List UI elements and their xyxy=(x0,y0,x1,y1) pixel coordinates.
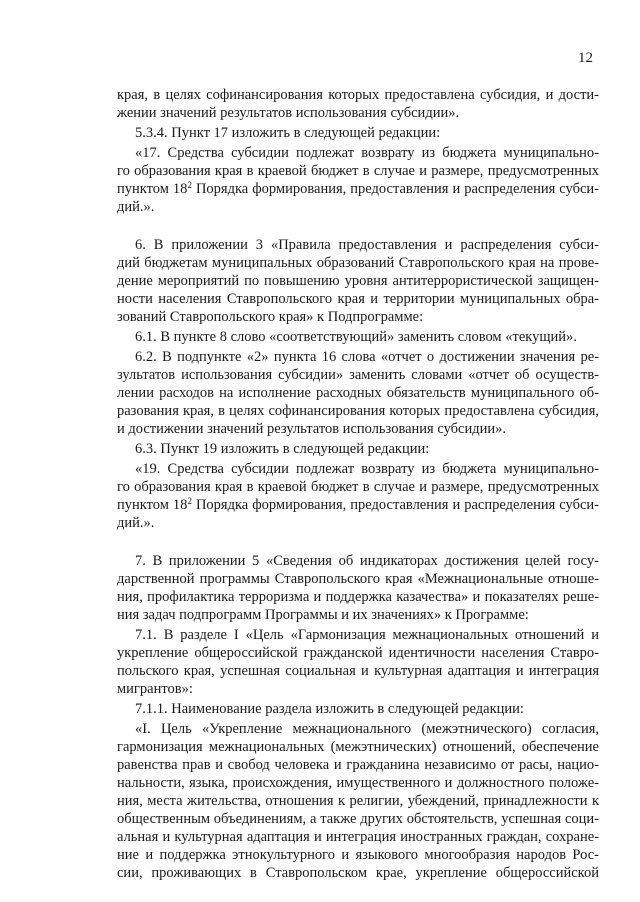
text-line: зультатов использования субсидии» заменить словами «отчет об осуществ- xyxy=(117,367,599,383)
text-line: 7. В приложении 5 «Сведения об индикаторах достижения целей госу- xyxy=(135,553,599,569)
text-line: 6.2. В подпункте «2» пункта 16 слова «отчет о достижении значения ре- xyxy=(135,349,599,365)
text-line: альная и культурная адаптация и интеграция иностранных граждан, сохране- xyxy=(117,829,599,845)
page-number: 12 xyxy=(578,50,593,66)
text-line: «19. Средства субсидии подлежат возврату из бюджета муниципально- xyxy=(135,461,599,477)
text-line: дарственной программы Ставропольского края «Межнациональные отноше- xyxy=(117,571,599,587)
text-line: 6. В приложении 3 «Правила предоставления и распределения субси- xyxy=(135,237,599,253)
text-line: дий.». xyxy=(117,199,155,215)
text-line: ние и поддержка этнокультурного и языкового многообразия народов Рос- xyxy=(117,847,599,863)
text-line: нальности, языка, происхождения, имущественного и должностного положе- xyxy=(117,775,599,791)
text-line: общественным объединениям, а также других обстоятельств, успешная соци- xyxy=(117,811,599,827)
text-line: пунктом $18^2$ Порядка формирования, предоставления и распределения субси- xyxy=(117,496,599,513)
text-line: пунктом $18^2$ Порядка формирования, предоставления и распределения субси- xyxy=(117,180,599,197)
text-line: 7.1. В разделе I «Цель «Гармонизация межнациональных отношений и xyxy=(135,627,599,643)
text-line: ния, места жительства, отношения к религии, убеждений, принадлежности к xyxy=(117,793,599,809)
text-line: «17. Средства субсидии подлежат возврату из бюджета муниципально- xyxy=(135,145,599,161)
text-line: 6.3. Пункт 19 изложить в следующей редакции: xyxy=(135,441,430,457)
text-line: лении расходов на исполнение расходных обязательств муниципального об- xyxy=(117,385,599,401)
text-line: 5.3.4. Пункт 17 изложить в следующей редакции: xyxy=(135,125,441,141)
text-line: го образования края в краевой бюджет в случае и размере, предусмотренных xyxy=(117,479,599,495)
text-line: польского края, успешная социальная и культурная адаптация и интеграция xyxy=(117,663,599,679)
text-line: ности населения Ставропольского края и территории муниципальных обра- xyxy=(117,291,599,307)
text-line: дение мероприятий по повышению уровня антитеррористической защищен- xyxy=(117,273,599,289)
text-line: мигрантов»: xyxy=(117,681,193,697)
superscript: 2 xyxy=(187,180,192,190)
text-line: и достижении значений результатов использования субсидии». xyxy=(117,421,506,437)
text-line: равенства прав и свобод человека и гражданина независимо от расы, нацио- xyxy=(117,757,599,773)
text-line: сии, проживающих в Ставропольском крае, укрепление общероссийской xyxy=(117,865,599,881)
text-line: зований Ставропольского края» к Подпрограмме: xyxy=(117,309,424,325)
text-line: го образования края в краевой бюджет в случае и размере, предусмотренных xyxy=(117,163,599,179)
text-line: жении значений результатов использования субсидии». xyxy=(117,105,460,121)
text-line: укрепление общероссийской гражданской идентичности населения Ставро- xyxy=(117,645,599,661)
text-line: дий бюджетам муниципальных образований Ставропольского края на прове- xyxy=(117,255,599,271)
text-line: «I. Цель «Укрепление межнационального (межэтнического) согласия, xyxy=(135,721,599,737)
text-line: края, в целях софинансирования которых предоставлена субсидия, и дости- xyxy=(117,87,599,103)
text-line: 6.1. В пункте 8 слово «соответствующий» заменить словом «текущий». xyxy=(135,329,577,345)
text-line: 7.1.1. Наименование раздела изложить в следующей редакции: xyxy=(135,701,524,717)
text-line: ния задач подпрограмм Программы и их значениях» к Программе: xyxy=(117,607,529,623)
text-line: ния, профилактика терроризма и поддержка казачества» и показателях реше- xyxy=(117,589,599,605)
text-line: разования края, в целях софинансирования которых предоставлена субсидия, xyxy=(117,403,599,419)
text-line: гармонизация межнациональных (межэтнических) отношений, обеспечение xyxy=(117,739,599,755)
superscript: 2 xyxy=(187,496,192,506)
text-line: дий.». xyxy=(117,515,155,531)
